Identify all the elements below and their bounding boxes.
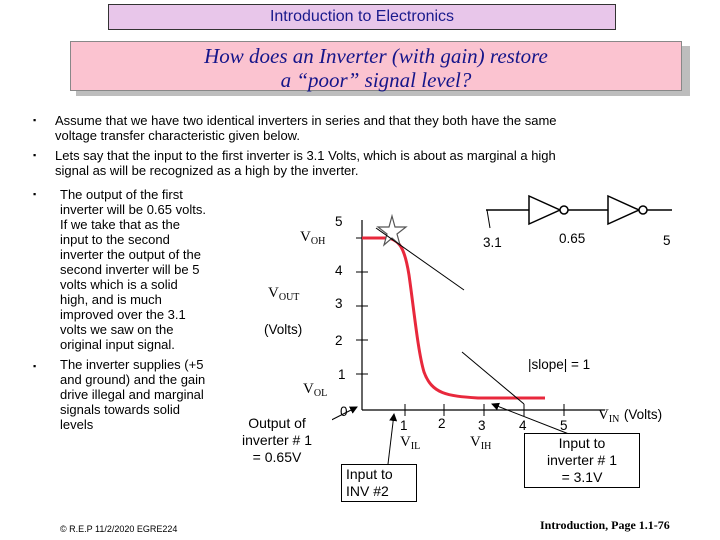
- x-tick-label: 3: [478, 418, 486, 433]
- arrow-input-inv2: [388, 414, 394, 464]
- inverter-1-icon: [529, 196, 560, 224]
- callout-line: Input to: [558, 435, 606, 451]
- output-1-callout: [222, 414, 332, 468]
- bullet-2-line-2: signal as will be recognized as a high by the inverter.: [55, 163, 359, 178]
- input-node-lead: [487, 210, 490, 228]
- vout-label: $V_{OUT}$: [268, 285, 300, 303]
- vol-label: $V_{OL}$: [303, 381, 328, 399]
- footer-left: © R.E.P 11/2/2020 EGRE224: [60, 524, 178, 534]
- chain-input-value: 3.1: [483, 235, 502, 250]
- bullet-3-line: volts which is a solid: [60, 277, 178, 292]
- footer-page: Introduction, Page 1.1-76: [540, 518, 670, 532]
- bullet-3-line: improved over the 3.1: [60, 307, 186, 322]
- x-tick-label: 1: [400, 418, 408, 433]
- bullet-3-line: high, and is much: [60, 292, 162, 307]
- slide-title-line-1: How does an Inverter (with gain) restore: [204, 44, 548, 68]
- slope-label: |slope| = 1: [528, 357, 591, 372]
- slide-title-line-2: a “poor” signal level?: [280, 68, 472, 92]
- x-tick-label: 4: [519, 418, 527, 433]
- bullet-1-line-2: voltage transfer characteristic given below.: [55, 128, 300, 143]
- callout-line: = 3.1V: [561, 469, 603, 485]
- input-1-callout: [524, 433, 640, 488]
- y-tick-label: 1: [338, 367, 346, 382]
- transfer-curve: [362, 238, 545, 398]
- y-tick-label: 0: [340, 404, 348, 419]
- bullet-3-line: volts we saw on the: [60, 322, 174, 337]
- callout-line: inverter # 1: [546, 452, 618, 468]
- x-tick-label: 5: [560, 418, 568, 433]
- vih-label: $V_{IH}$: [470, 434, 492, 452]
- bullet-marker: ▪: [33, 150, 37, 160]
- y-tick-label: 3: [335, 296, 343, 311]
- callout-line: Output of: [248, 415, 306, 431]
- bullet-4-line: drive illegal and marginal: [60, 387, 204, 402]
- voh-label: $V_{OH}$: [300, 229, 326, 247]
- bullet-3-line: input to the second: [60, 232, 170, 247]
- bullet-3-line: inverter will be 0.65 volts.: [60, 202, 206, 217]
- callout-line: inverter # 1: [241, 432, 313, 448]
- bullet-2-line-1: Lets say that the input to the first inverter is 3.1 Volts, which is about as marginal a high: [55, 148, 556, 163]
- bullet-marker: ▪: [33, 361, 37, 371]
- volts-label: (Volts): [264, 322, 303, 337]
- x-tick-label: 2: [438, 416, 446, 431]
- bullet-4-line: levels: [60, 417, 94, 432]
- bullet-4-line: and ground) and the gain: [60, 372, 206, 387]
- vin-label: $V_{IN}$ (Volts): [598, 407, 663, 425]
- bullet-3-line: inverter the output of the: [60, 247, 201, 262]
- callout-line: = 0.65V: [252, 449, 302, 465]
- y-tick-label: 4: [335, 263, 343, 278]
- input-inv2-callout: [341, 464, 417, 502]
- bullet-4-line: The inverter supplies (+5: [60, 357, 204, 372]
- bullet-marker: ▪: [33, 189, 37, 199]
- bullet-3-line: If we take that as the: [60, 217, 180, 232]
- callout-line: Input to: [346, 466, 393, 482]
- bullet-marker: ▪: [33, 115, 37, 125]
- y-tick-label: 2: [335, 333, 343, 348]
- chain-mid-value: 0.65: [559, 231, 586, 246]
- inverter-1-bubble-icon: [560, 206, 568, 214]
- bullet-3-line: The output of the first: [60, 187, 183, 202]
- header-title: Introduction to Electronics: [269, 8, 455, 25]
- bullet-1-line-1: Assume that we have two identical inverters in series and that they both have the same: [55, 113, 557, 128]
- inverter-2-icon: [608, 196, 639, 224]
- inverter-2-bubble-icon: [639, 206, 647, 214]
- bullet-4-line: signals towards solid: [60, 402, 180, 417]
- callout-line: INV #2: [346, 483, 389, 499]
- bullet-3-line: second inverter will be 5: [60, 262, 200, 277]
- y-tick-label: 5: [335, 214, 343, 229]
- bullet-3-line: original input signal.: [60, 337, 175, 352]
- vil-label: $V_{IL}$: [400, 434, 421, 452]
- chain-output-value: 5: [663, 233, 671, 248]
- slope-tangent-upper: [376, 228, 464, 290]
